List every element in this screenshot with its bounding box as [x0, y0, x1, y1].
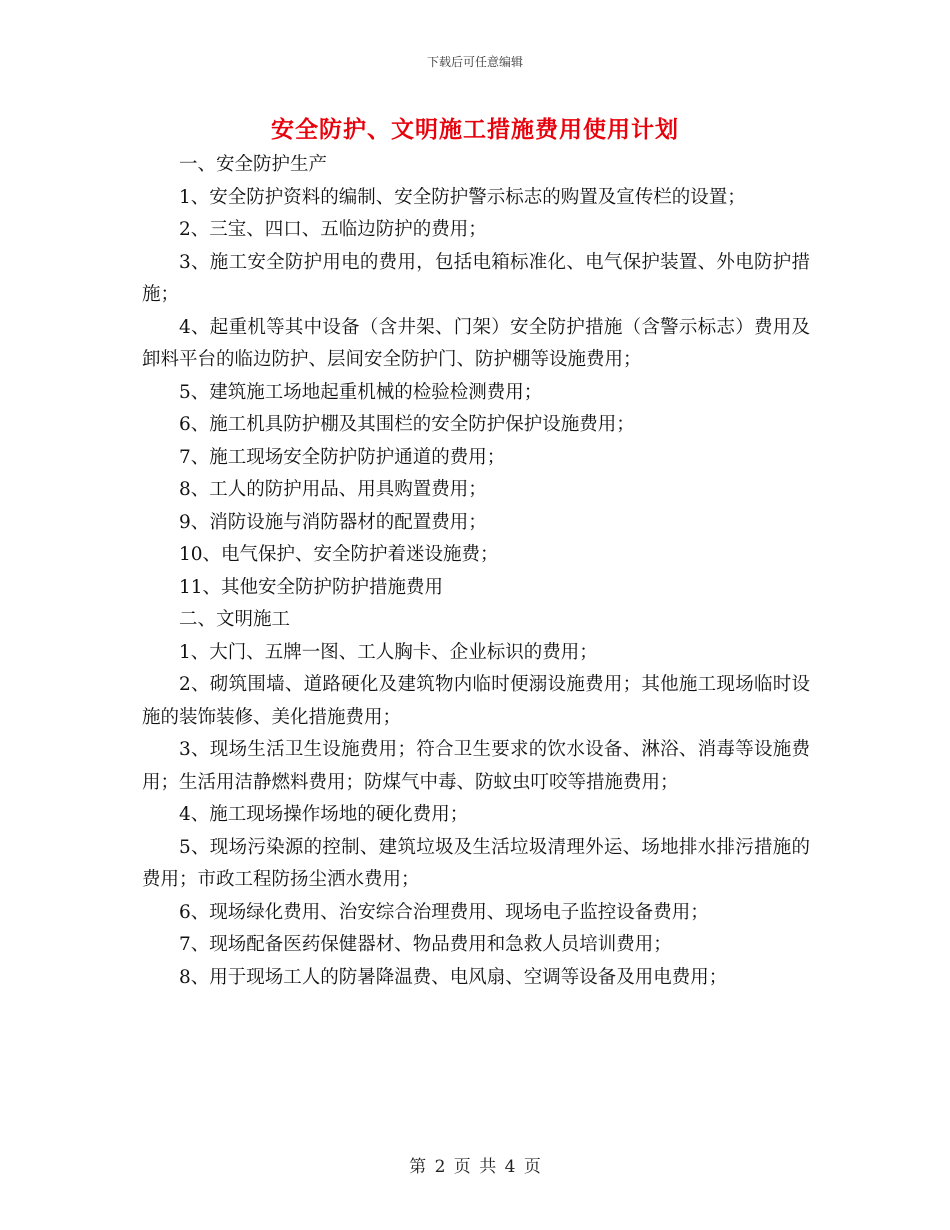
- list-item: 3、现场生活卫生设施费用；符合卫生要求的饮水设备、淋浴、消毒等设施费用；生活用洁静燃料费用；防煤气中毒、防蚊虫叮咬等措施费用；: [142, 739, 810, 793]
- document-title: 安全防护、文明施工措施费用使用计划: [271, 116, 679, 143]
- list-item: 8、用于现场工人的防暑降温费、电风扇、空调等设备及用电费用；: [179, 966, 728, 988]
- list-item: 2、三宝、四口、五临边防护的费用；: [179, 219, 487, 240]
- list-item: 5、建筑施工场地起重机械的检验检测费用；: [179, 381, 543, 403]
- list-item: 9、消防设施与消防器材的配置费用；: [179, 511, 487, 533]
- list-item: 10、电气保护、安全防护着迷设施费；: [179, 544, 499, 565]
- list-item: 3、施工安全防护用电的费用，包括电箱标准化、电气保护装置、外电防护措施；: [142, 251, 810, 305]
- list-item: 4、施工现场操作场地的硬化费用；: [179, 804, 469, 825]
- list-item: 5、现场污染源的控制、建筑垃圾及生活垃圾清理外运、场地排水排污措施的费用；市政工程防扬尘洒水费用；: [142, 836, 810, 890]
- section-heading-safety: 一、安全防护生产: [179, 154, 328, 175]
- list-item: 6、现场绿化费用、治安综合治理费用、现场电子监控设备费用；: [179, 901, 709, 923]
- list-item: 1、安全防护资料的编制、安全防护警示标志的购置及宣传栏的设置；: [179, 186, 746, 208]
- list-item: 7、现场配备医药保健器材、物品费用和急救人员培训费用；: [179, 934, 672, 955]
- list-item: 11、其他安全防护防护措施费用: [179, 576, 444, 598]
- list-item: 7、施工现场安全防护防护通道的费用；: [179, 446, 506, 468]
- list-item: 1、大门、五牌一图、工人胸卡、企业标识的费用；: [179, 641, 598, 663]
- list-item: 8、工人的防护用品、用具购置费用；: [179, 479, 487, 500]
- page-number: 第 2 页 共 4 页: [409, 1157, 541, 1177]
- section-heading-civilized: 二、文明施工: [179, 609, 291, 630]
- list-item: 4、起重机等其中设备（含井架、门架）安全防护措施（含警示标志）费用及卸料平台的临边防护、层间安全防护门、防护棚等设施费用；: [142, 316, 810, 370]
- list-item: 2、砌筑围墙、道路硬化及建筑物内临时便溺设施费用；其他施工现场临时设施的装饰装修、美化措施费用；: [142, 674, 810, 728]
- list-item: 6、施工机具防护棚及其围栏的安全防护保护设施费用；: [179, 414, 635, 435]
- page-header-note: 下载后可任意编辑: [426, 55, 523, 69]
- document-body: [142, 149, 810, 994]
